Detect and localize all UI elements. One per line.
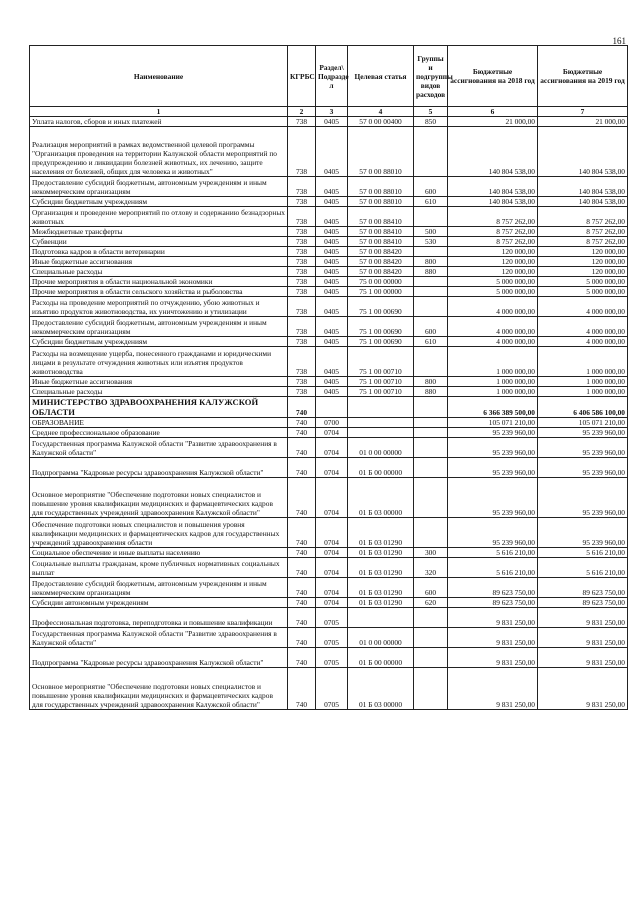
row-group-cell: 320 [414,558,448,578]
row-kgrbs-cell: 738 [288,117,316,127]
row-2019-cell: 5 000 000,00 [538,287,628,297]
row-section-cell: 0405 [316,127,348,177]
row-kgrbs-cell: 738 [288,267,316,277]
row-section-cell: 0705 [316,608,348,628]
row-kgrbs-cell: 738 [288,347,316,377]
row-2019-cell: 105 071 210,00 [538,418,628,428]
row-section-cell: 0405 [316,227,348,237]
row-section-cell: 0405 [316,267,348,277]
row-article-cell: 57 0 00 88010 [348,177,414,197]
row-name-cell: Подпрограмма "Кадровые ресурсы здравоохранения Калужской области" [30,458,288,478]
row-2018-cell: 95 239 960,00 [448,478,538,518]
row-2018-cell: 95 239 960,00 [448,458,538,478]
row-kgrbs-cell: 740 [288,438,316,458]
row-article-cell: 57 0 00 88420 [348,247,414,257]
table-row [30,458,628,478]
row-kgrbs-cell: 740 [288,578,316,598]
row-group-cell: 610 [414,197,448,207]
row-2019-cell: 140 804 538,00 [538,127,628,177]
row-article-cell [348,418,414,428]
row-article-cell: 01 Б 03 01290 [348,558,414,578]
row-name-cell: Межбюджетные трансферты [30,227,288,237]
header-group: Группы и подгруппы видов расходов [414,46,448,107]
row-2018-cell: 9 831 250,00 [448,628,538,648]
row-section-cell: 0704 [316,428,348,438]
row-kgrbs-cell: 740 [288,458,316,478]
table-body [30,117,628,710]
row-2018-cell: 89 623 750,00 [448,598,538,608]
row-kgrbs-cell: 738 [288,377,316,387]
row-name-cell: Государственная программа Калужской области "Развитие здравоохранения в Калужской области" [30,628,288,648]
row-section-cell: 0405 [316,287,348,297]
row-2019-cell: 4 000 000,00 [538,297,628,317]
row-kgrbs-cell: 738 [288,277,316,287]
row-group-cell: 880 [414,387,448,397]
table-row [30,478,628,518]
row-kgrbs-cell: 740 [288,608,316,628]
row-name-cell: Прочие мероприятия в области сельского хозяйства и рыболовства [30,287,288,297]
row-group-cell [414,207,448,227]
row-article-cell: 57 0 00 00400 [348,117,414,127]
row-name-cell: Иные бюджетные ассигнования [30,257,288,267]
row-2018-cell: 1 000 000,00 [448,377,538,387]
row-section-cell: 0405 [316,337,348,347]
row-name-cell: Уплата налогов, сборов и иных платежей [30,117,288,127]
row-article-cell: 01 0 00 00000 [348,438,414,458]
row-section-cell: 0704 [316,598,348,608]
table-row [30,127,628,177]
row-2019-cell: 95 239 960,00 [538,438,628,458]
row-section-cell [316,397,348,418]
row-group-cell [414,297,448,317]
row-name-cell: Обеспечение подготовки новых специалистов и повышения уровня квалификации медицинских и фармацевтических кадров для государственных учреждений здравоохранения области [30,518,288,548]
row-2018-cell: 120 000,00 [448,267,538,277]
row-2019-cell: 89 623 750,00 [538,598,628,608]
row-group-cell: 600 [414,177,448,197]
row-article-cell: 57 0 00 88410 [348,207,414,227]
column-number: 3 [316,107,348,117]
row-kgrbs-cell: 738 [288,177,316,197]
row-article-cell: 57 0 00 88410 [348,237,414,247]
row-section-cell: 0405 [316,297,348,317]
row-section-cell: 0405 [316,317,348,337]
row-2018-cell: 9 831 250,00 [448,608,538,628]
row-name-cell: Специальные расходы [30,267,288,277]
table-row [30,377,628,387]
row-2018-cell: 9 831 250,00 [448,668,538,710]
row-section-cell: 0405 [316,277,348,287]
table-row [30,117,628,127]
row-group-cell [414,428,448,438]
row-group-cell: 600 [414,317,448,337]
row-2019-cell: 5 616 210,00 [538,548,628,558]
row-name-cell: Прочие мероприятия в области национальной экономики [30,277,288,287]
row-2018-cell: 21 000,00 [448,117,538,127]
row-name-cell: Организация и проведение мероприятий по отлову и содержанию безнадзорных животных [30,207,288,227]
row-kgrbs-cell: 740 [288,648,316,668]
row-2019-cell: 95 239 960,00 [538,478,628,518]
column-number: 6 [448,107,538,117]
table-row [30,237,628,247]
column-number: 4 [348,107,414,117]
row-group-cell [414,648,448,668]
row-section-cell: 0405 [316,257,348,267]
row-name-cell: Субвенции [30,237,288,247]
budget-table [29,45,628,710]
row-article-cell: 75 1 00 00710 [348,347,414,377]
header-row [30,46,628,107]
row-2018-cell: 6 366 389 500,00 [448,397,538,418]
row-group-cell [414,518,448,548]
table-row [30,287,628,297]
row-kgrbs-cell: 740 [288,558,316,578]
row-name-cell: Социальные выплаты гражданам, кроме публичных нормативных социальных выплат [30,558,288,578]
header-name: Наименование [30,46,288,107]
row-2019-cell: 5 616 210,00 [538,558,628,578]
row-section-cell: 0704 [316,548,348,558]
header-2019: Бюджетные ассигнования на 2019 год [538,46,628,107]
row-article-cell: 01 Б 00 00000 [348,648,414,668]
row-name-cell: Основное мероприятие "Обеспечение подготовки новых специалистов и повышение уровня квалификации медицинских и фармацевтических кадров для государственных учреждений здравоохранения Калужской области" [30,668,288,710]
row-name-cell: Социальное обеспечение и иные выплаты населению [30,548,288,558]
table-row [30,397,628,418]
row-name-cell: Специальные расходы [30,387,288,397]
row-section-cell: 0704 [316,458,348,478]
row-2019-cell: 95 239 960,00 [538,518,628,548]
row-group-cell [414,247,448,257]
row-2018-cell: 89 623 750,00 [448,578,538,598]
row-2018-cell: 1 000 000,00 [448,387,538,397]
row-article-cell [348,428,414,438]
row-article-cell: 57 0 00 88010 [348,197,414,207]
row-group-cell: 880 [414,267,448,277]
row-kgrbs-cell: 738 [288,387,316,397]
row-kgrbs-cell: 738 [288,257,316,267]
row-kgrbs-cell: 738 [288,237,316,247]
row-kgrbs-cell: 738 [288,337,316,347]
table-row [30,257,628,267]
row-2018-cell: 5 000 000,00 [448,277,538,287]
row-section-cell: 0704 [316,578,348,598]
row-article-cell: 01 Б 03 01290 [348,548,414,558]
row-2019-cell: 1 000 000,00 [538,387,628,397]
table-row [30,247,628,257]
row-2018-cell: 120 000,00 [448,257,538,267]
row-kgrbs-cell: 738 [288,227,316,237]
row-2018-cell: 8 757 262,00 [448,237,538,247]
row-group-cell: 850 [414,117,448,127]
row-section-cell: 0405 [316,117,348,127]
row-group-cell: 530 [414,237,448,247]
row-name-cell: Основное мероприятие "Обеспечение подготовки новых специалистов и повышение уровня квалификации медицинских и фармацевтических кадров для государственных учреждений здравоохранения Калужской области" [30,478,288,518]
row-article-cell: 75 1 00 00690 [348,297,414,317]
row-2019-cell: 120 000,00 [538,267,628,277]
row-group-cell [414,127,448,177]
row-2018-cell: 95 239 960,00 [448,428,538,438]
row-kgrbs-cell: 738 [288,287,316,297]
row-group-cell [414,397,448,418]
row-2019-cell: 140 804 538,00 [538,177,628,197]
header-kgrbs: КГРБС [288,46,316,107]
row-2019-cell: 140 804 538,00 [538,197,628,207]
row-2018-cell: 4 000 000,00 [448,337,538,347]
row-kgrbs-cell: 740 [288,428,316,438]
header-section: Раздел\ Подразде л [316,46,348,107]
table-row [30,578,628,598]
row-2019-cell: 21 000,00 [538,117,628,127]
row-2018-cell: 95 239 960,00 [448,518,538,548]
row-section-cell: 0705 [316,628,348,648]
row-article-cell: 01 Б 03 00000 [348,478,414,518]
row-name-cell: Реализация мероприятий в рамках ведомственной целевой программы "Организация проведения на территории Калужской области мероприятий по предупреждению и ликвидации болезней животных, их лечению, защите населения от болезней, общих для человека и животных" [30,127,288,177]
row-section-cell: 0405 [316,387,348,397]
table-row [30,387,628,397]
row-2019-cell: 1 000 000,00 [538,377,628,387]
table-row [30,518,628,548]
row-2019-cell: 8 757 262,00 [538,227,628,237]
row-kgrbs-cell: 740 [288,418,316,428]
row-group-cell [414,277,448,287]
row-2019-cell: 9 831 250,00 [538,648,628,668]
row-kgrbs-cell: 738 [288,247,316,257]
row-group-cell: 610 [414,337,448,347]
table-row [30,337,628,347]
row-name-cell: Расходы на возмещение ущерба, понесенного гражданами и юридическими лицами в результате отчуждения животных или изъятия продуктов животноводства [30,347,288,377]
row-kgrbs-cell: 738 [288,207,316,227]
row-section-cell: 0405 [316,377,348,387]
row-group-cell [414,608,448,628]
row-2018-cell: 1 000 000,00 [448,347,538,377]
row-name-cell: Иные бюджетные ассигнования [30,377,288,387]
row-kgrbs-cell: 740 [288,548,316,558]
table-row [30,207,628,227]
row-2019-cell: 8 757 262,00 [538,237,628,247]
row-article-cell: 75 0 00 00000 [348,277,414,287]
table-row [30,668,628,710]
row-name-cell: Среднее профессиональное образование [30,428,288,438]
row-kgrbs-cell: 740 [288,628,316,648]
row-article-cell: 75 1 00 00710 [348,387,414,397]
header-article: Целевая статья [348,46,414,107]
row-article-cell: 57 0 00 88420 [348,257,414,267]
row-group-cell [414,478,448,518]
row-2019-cell: 95 239 960,00 [538,458,628,478]
row-2019-cell: 1 000 000,00 [538,347,628,377]
budget-table-container [29,45,627,710]
row-name-cell: Предоставление субсидий бюджетным, автономным учреждениям и иным некоммерческим организациям [30,177,288,197]
row-kgrbs-cell: 738 [288,317,316,337]
row-article-cell: 01 0 00 00000 [348,628,414,648]
row-name-cell: Профессиональная подготовка, переподготовка и повышение квалификации [30,608,288,628]
row-2019-cell: 6 406 586 100,00 [538,397,628,418]
row-section-cell: 0704 [316,438,348,458]
row-2018-cell: 9 831 250,00 [448,648,538,668]
row-2019-cell: 9 831 250,00 [538,668,628,710]
row-2018-cell: 5 000 000,00 [448,287,538,297]
row-kgrbs-cell: 738 [288,297,316,317]
table-row [30,648,628,668]
column-number-row [30,107,628,117]
column-number: 7 [538,107,628,117]
row-name-cell: Расходы на проведение мероприятий по отчуждению, убою животных и изъятию продуктов животноводства, их уничтожению и утилизации [30,297,288,317]
row-name-cell: Подпрограмма "Кадровые ресурсы здравоохранения Калужской области" [30,648,288,668]
row-2019-cell: 4 000 000,00 [538,337,628,347]
row-group-cell [414,287,448,297]
row-2018-cell: 120 000,00 [448,247,538,257]
row-kgrbs-cell: 738 [288,127,316,177]
row-article-cell: 75 1 00 00690 [348,337,414,347]
table-row [30,277,628,287]
row-section-cell: 0405 [316,177,348,197]
row-group-cell: 500 [414,227,448,237]
table-row [30,347,628,377]
table-row [30,428,628,438]
row-2018-cell: 140 804 538,00 [448,197,538,207]
row-name-cell: Субсидии автономным учреждениям [30,598,288,608]
row-name-cell: Подготовка кадров в области ветеринарии [30,247,288,257]
row-group-cell: 800 [414,377,448,387]
row-name-cell: ОБРАЗОВАНИЕ [30,418,288,428]
row-2018-cell: 140 804 538,00 [448,127,538,177]
row-group-cell [414,628,448,648]
row-article-cell: 57 0 00 88010 [348,127,414,177]
row-2019-cell: 4 000 000,00 [538,317,628,337]
row-article-cell: 01 Б 03 01290 [348,598,414,608]
row-section-cell: 0705 [316,668,348,710]
row-article-cell: 75 1 00 00710 [348,377,414,387]
row-2019-cell: 120 000,00 [538,247,628,257]
row-kgrbs-cell: 740 [288,668,316,710]
row-2018-cell: 5 616 210,00 [448,548,538,558]
row-2018-cell: 8 757 262,00 [448,227,538,237]
row-group-cell [414,458,448,478]
row-group-cell [414,438,448,458]
row-2019-cell: 89 623 750,00 [538,578,628,598]
table-row [30,608,628,628]
row-2018-cell: 95 239 960,00 [448,438,538,458]
row-section-cell: 0405 [316,207,348,227]
row-article-cell: 75 1 00 00690 [348,317,414,337]
row-section-cell: 0405 [316,237,348,247]
table-row [30,558,628,578]
row-2018-cell: 4 000 000,00 [448,297,538,317]
row-group-cell: 600 [414,578,448,598]
row-group-cell [414,347,448,377]
header-2018: Бюджетные ассигнования на 2018 год [448,46,538,107]
row-2019-cell: 95 239 960,00 [538,428,628,438]
row-2018-cell: 8 757 262,00 [448,207,538,227]
row-group-cell [414,418,448,428]
row-kgrbs-cell: 740 [288,397,316,418]
row-2018-cell: 5 616 210,00 [448,558,538,578]
table-row [30,438,628,458]
row-group-cell: 800 [414,257,448,267]
column-number: 2 [288,107,316,117]
row-article-cell: 01 Б 00 00000 [348,458,414,478]
row-kgrbs-cell: 738 [288,197,316,207]
row-group-cell [414,668,448,710]
column-number: 5 [414,107,448,117]
row-section-cell: 0405 [316,197,348,207]
row-section-cell: 0700 [316,418,348,428]
table-row [30,267,628,277]
table-row [30,177,628,197]
row-name-cell: Государственная программа Калужской области "Развитие здравоохранения в Калужской области" [30,438,288,458]
row-kgrbs-cell: 740 [288,598,316,608]
row-article-cell: 01 Б 03 01290 [348,518,414,548]
row-2018-cell: 105 071 210,00 [448,418,538,428]
row-group-cell: 300 [414,548,448,558]
row-section-cell: 0405 [316,347,348,377]
row-article-cell: 57 0 00 88410 [348,227,414,237]
row-section-cell: 0704 [316,518,348,548]
table-row [30,548,628,558]
row-2019-cell: 5 000 000,00 [538,277,628,287]
table-row [30,197,628,207]
row-2018-cell: 140 804 538,00 [448,177,538,197]
table-row [30,418,628,428]
table-row [30,297,628,317]
row-article-cell: 01 Б 03 00000 [348,668,414,710]
row-name-cell: Предоставление субсидий бюджетным, автономным учреждениям и иным некоммерческим организациям [30,578,288,598]
row-2019-cell: 120 000,00 [538,257,628,267]
row-2018-cell: 4 000 000,00 [448,317,538,337]
page-number: 161 [612,36,626,46]
row-section-cell: 0405 [316,247,348,257]
row-2019-cell: 9 831 250,00 [538,608,628,628]
table-row [30,628,628,648]
row-2019-cell: 8 757 262,00 [538,207,628,227]
row-kgrbs-cell: 740 [288,478,316,518]
row-article-cell: 75 1 00 00000 [348,287,414,297]
table-row [30,317,628,337]
row-name-cell: Предоставление субсидий бюджетным, автономным учреждениям и иным некоммерческим организациям [30,317,288,337]
row-name-cell: Субсидии бюджетным учреждениям [30,337,288,347]
row-group-cell: 620 [414,598,448,608]
row-2019-cell: 9 831 250,00 [538,628,628,648]
row-article-cell [348,397,414,418]
row-kgrbs-cell: 740 [288,518,316,548]
row-name-cell: МИНИСТЕРСТВО ЗДРАВООХРАНЕНИЯ КАЛУЖСКОЙ ОБЛАСТИ [30,397,288,418]
row-name-cell: Субсидии бюджетным учреждениям [30,197,288,207]
row-section-cell: 0704 [316,558,348,578]
table-row [30,227,628,237]
row-article-cell: 01 Б 03 01290 [348,578,414,598]
table-row [30,598,628,608]
row-section-cell: 0704 [316,478,348,518]
row-article-cell: 57 0 00 88420 [348,267,414,277]
column-number: 1 [30,107,288,117]
row-section-cell: 0705 [316,648,348,668]
row-article-cell [348,608,414,628]
